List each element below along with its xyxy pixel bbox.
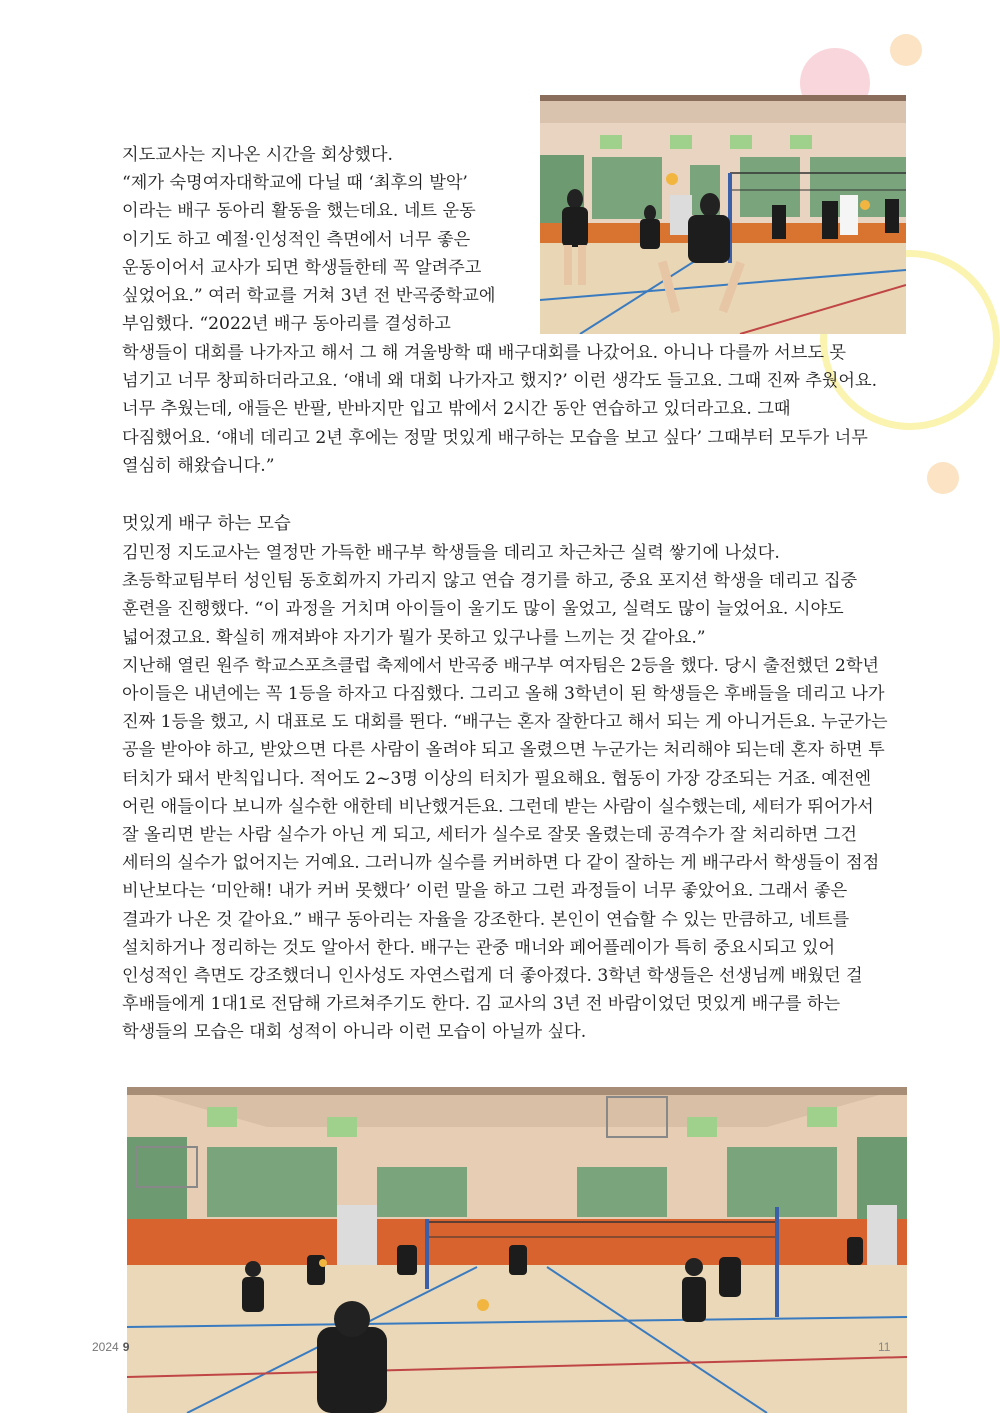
text-line: 진짜 1등을 했고, 시 대표로 도 대회를 뛴다. “배구는 혼자 잘한다고 해서 되는 게 아니거든요. 누군가는 — [122, 712, 888, 733]
body-paragraph — [122, 539, 888, 1047]
text-line: “제가 숙명여자대학교에 다닐 때 ‘최후의 발악’ — [122, 173, 468, 194]
footer-month: 9 — [122, 1340, 130, 1354]
intro-paragraph-wide — [122, 339, 877, 480]
text-line: 아이들은 내년에는 꼭 1등을 하자고 다짐했다. 그리고 올해 3학년이 된 학생들은 후배들을 데리고 나가 — [122, 684, 885, 705]
decorative-circle-small — [927, 462, 959, 494]
text-line: 너무 추웠는데, 애들은 반팔, 반바지만 입고 밖에서 2시간 동안 연습하고 있더라고요. 그때 — [122, 399, 791, 420]
decorative-circle-peach — [890, 34, 922, 66]
text-line: 지난해 열린 원주 학교스포츠클럽 축제에서 반곡중 배구부 여자팀은 2등을 했다. 당시 출전했던 2학년 — [122, 655, 880, 676]
text-line: 인성적인 측면도 강조했더니 인사성도 자연스럽게 더 좋아졌다. 3학년 학생들은 선생님께 배웠던 걸 — [122, 966, 863, 987]
footer-page-number: 11 — [878, 1340, 891, 1354]
text-line: 이라는 배구 동아리 활동을 했는데요. 네트 운동 — [122, 201, 476, 222]
text-line: 다짐했어요. ‘얘네 데리고 2년 후에는 정말 멋있게 배구하는 모습을 보고 싶다’ 그때부터 모두가 너무 — [122, 427, 868, 448]
text-line: 터치가 돼서 반칙입니다. 적어도 2~3명 이상의 터치가 필요해요. 협동이 가장 강조되는 거죠. 예전엔 — [122, 768, 872, 789]
text-line: 설치하거나 정리하는 것도 알아서 한다. 배구는 관중 매너와 페어플레이가 특히 중요시되고 있어 — [122, 937, 836, 958]
volleyball-gym-photo-bottom — [127, 1087, 907, 1413]
intro-paragraph-narrow — [122, 141, 495, 338]
text-line: 김민정 지도교사는 열정만 가득한 배구부 학생들을 데리고 차근차근 실력 쌓기에 나섰다. — [122, 543, 780, 563]
text-line: 열심히 해왔습니다.” — [122, 455, 275, 476]
text-line: 넘기고 너무 창피하더라고요. ‘얘네 왜 대회 나가자고 했지?’ 이런 생각도 들고요. 그때 진짜 추웠어요. — [122, 371, 878, 392]
text-line: 지도교사는 지나온 시간을 회상했다. — [122, 145, 393, 165]
text-line: 부임했다. “2022년 배구 동아리를 결성하고 — [122, 314, 451, 335]
text-line: 후배들에게 1대1로 전담해 가르쳐주기도 한다. 김 교사의 3년 전 바람이었던 멋있게 배구를 하는 — [122, 994, 841, 1015]
text-line: 운동이어서 교사가 되면 학생들한테 꼭 알려주고 — [122, 257, 482, 278]
footer-issue — [92, 1340, 129, 1354]
text-line: 세터의 실수가 없어지는 거예요. 그러니까 실수를 커버하면 다 같이 잘하는 게 배구라서 학생들이 점점 — [122, 853, 880, 874]
volleyball-practice-photo-top — [540, 95, 906, 334]
text-line: 비난보다는 ‘미안해! 내가 커버 못했다’ 이런 말을 하고 그런 과정들이 너무 좋았어요. 그래서 좋은 — [122, 881, 848, 902]
text-line: 학생들이 대회를 나가자고 해서 그 해 겨울방학 때 배구대회를 나갔어요. 아니나 다를까 서브도 못 — [122, 343, 847, 363]
section-heading: 멋있게 배구 하는 모습 — [122, 514, 291, 534]
text-line: 어린 애들이다 보니까 실수한 애한테 비난했거든요. 그런데 받는 사람이 실수했는데, 세터가 뛰어가서 — [122, 796, 874, 817]
text-line: 싶었어요.” 여러 학교를 거쳐 3년 전 반곡중학교에 — [122, 286, 496, 307]
text-line: 넓어졌고요. 확실히 깨져봐야 자기가 뭘가 못하고 있구나를 느끼는 것 같아요.” — [122, 627, 706, 648]
text-line: 결과가 나온 것 같아요.” 배구 동아리는 자율을 강조한다. 본인이 연습할 수 있는 만큼하고, 네트를 — [122, 909, 850, 930]
text-line: 학생들의 모습은 대회 성적이 아니라 이런 모습이 아닐까 싶다. — [122, 1022, 587, 1043]
text-line: 잘 올리면 받는 사람 실수가 아닌 게 되고, 세터가 실수로 잘못 올렸는데 공격수가 잘 처리하면 그건 — [122, 825, 857, 846]
footer-year: 2024 — [92, 1340, 119, 1354]
text-line: 훈련을 진행했다. “이 과정을 거치며 아이들이 울기도 많이 울었고, 실력도 많이 늘었어요. 시야도 — [122, 599, 844, 620]
text-line: 초등학교팀부터 성인팀 동호회까지 가리지 않고 연습 경기를 하고, 중요 포지션 학생을 데리고 집중 — [122, 571, 858, 592]
text-line: 공을 받아야 하고, 받았으면 다른 사람이 올려야 되고 올렸으면 누군가는 처리해야 되는데 혼자 하면 투 — [122, 740, 885, 761]
text-line: 이기도 하고 예절·인성적인 측면에서 너무 좋은 — [122, 229, 471, 250]
